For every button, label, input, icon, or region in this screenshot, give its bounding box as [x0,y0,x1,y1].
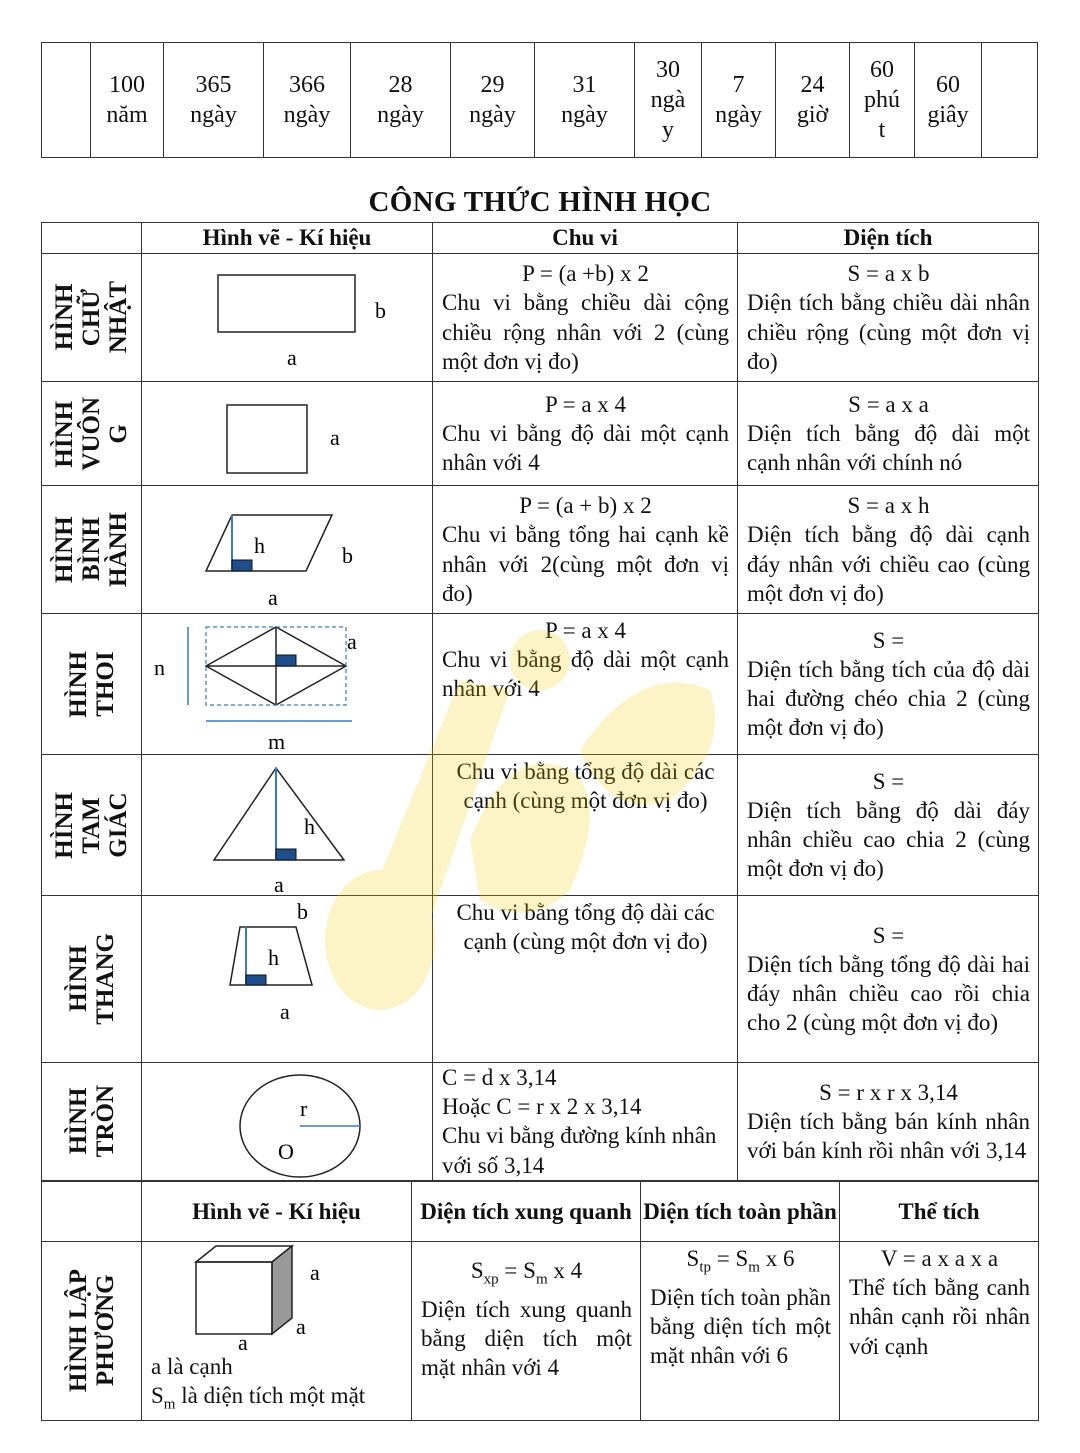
label-a: a [330,424,340,450]
trapezoid-diagram [142,897,431,1062]
formula: S = r x r x 3,14 [819,1079,958,1105]
perimeter-rhombus [433,614,738,755]
area-rectangle [738,254,1039,382]
unit-cell: 29 ngày [451,43,535,158]
header-perimeter: Chu vi [433,223,738,254]
figure-cube [142,1242,412,1421]
formula: S = [872,627,905,653]
label-o: O [278,1138,294,1164]
area-parallelogram [738,486,1039,614]
right-angle-marker [246,975,266,985]
label-h: h [254,532,265,558]
label-r: r [300,1095,308,1121]
page-title: CÔNG THỨC HÌNH HỌC [368,186,712,218]
note-face: $S_m$ là diện tích một mặt [151,1383,366,1413]
unit-cell: 60 phú t [850,43,915,158]
label-a-top: a [310,1260,320,1285]
cube-front [196,1262,272,1334]
rectangle-diagram [142,255,431,381]
description: Diện tích bằng độ dài một cạnh nhân với chính nó [747,420,1030,476]
label-a: a [274,871,284,895]
right-angle-marker [232,560,252,571]
label-square: HÌNH VUÔN G [42,382,142,486]
unit-cell: 31 ngày [535,43,635,158]
triangle-diagram [142,756,431,895]
geometry-table [41,222,1039,1181]
formula: $S_{xp} = S_m$ x 4 [470,1258,583,1288]
unit-cell: 366 ngày [264,43,351,158]
area-circle [738,1063,1039,1181]
header-lateral-area: Diện tích xung quanh [412,1182,641,1242]
formula: P = a x 4 [544,391,627,417]
description: Chu vi bằng độ dài một cạnh nhân với 4 [442,647,729,702]
note-edge: a là cạnh [151,1354,233,1379]
header-figure: Hình vẽ - Kí hiệu [142,1182,412,1242]
circle-diagram [142,1064,431,1179]
perimeter-square [433,382,738,486]
label-h: h [268,944,279,970]
perimeter-parallelogram [433,486,738,614]
cube-notes [142,1352,411,1420]
label-a: a [280,998,290,1024]
formula: S = [872,922,905,948]
label-a: a [347,628,357,654]
row-triangle [42,755,1039,896]
description: Diện tích bằng độ dài đáy nhân chiều cao chia 2 (cùng một đơn vị đo) [747,797,1030,882]
area-square [738,382,1039,486]
header-figure: Hình vẽ - Kí hiệu [142,223,433,254]
triangle-shape [214,768,344,860]
description: Chu vi bằng chiều dài cộng chiều rộng nhân với 2 (cùng một đơn vị đo) [442,290,729,374]
label-n: n [154,654,165,680]
label-a-side: a [296,1314,306,1339]
label-rectangle: HÌNH CHỮ NHẬT [42,254,142,382]
description: Diện tích bằng độ dài cạnh đáy nhân với chiều cao (cùng một đơn vị đo) [747,522,1030,606]
time-units-table [41,42,1038,158]
square-diagram [142,383,431,485]
area-rhombus [738,614,1039,755]
time-units-row [42,43,1038,158]
description: Diện tích toàn phần bằng diện tích một mặt nhân với 6 [650,1284,831,1369]
formula: $S_{tp} = S_m$ x 6 [686,1246,795,1276]
formula: S = [872,768,905,794]
formula: P = a x 4 [544,618,627,643]
row-rhombus [42,614,1039,755]
parallelogram-diagram [142,487,431,613]
description: Chu vi bằng tổng hai cạnh kề nhân với 2(cùng một đơn vị đo) [442,522,729,606]
label-m: m [268,728,286,754]
right-angle-marker [276,849,296,860]
perimeter-circle [433,1063,738,1181]
label-trapezoid: HÌNH THANG [42,896,142,1063]
rectangle-shape [218,275,355,332]
area-triangle [738,755,1039,896]
description: Diện tích bằng tích của độ dài hai đường chéo chia 2 (cùng một đơn vị đo) [747,656,1030,741]
units-empty-cell [42,43,91,158]
formula: P = (a + b) x 2 [519,493,652,519]
formula: S = a x h [847,493,930,519]
cube-diagram [142,1242,410,1352]
lateral-area-cube [412,1242,641,1421]
figure-rectangle [142,254,433,382]
header-empty [42,223,142,254]
formula-alt: Hoặc C = r x 2 x 3,14 [442,1094,642,1120]
right-angle-marker [276,655,296,666]
description: Chu vi bằng đường kính nhân với số 3,14 [442,1123,717,1178]
row-rectangle [42,254,1039,382]
figure-circle [142,1063,433,1181]
description: Chu vi bằng tổng độ dài các cạnh (cùng một đơn vị đo) [456,900,715,955]
row-square [42,382,1039,486]
label-a-bottom: a [238,1330,248,1352]
units-empty-cell [982,43,1038,158]
unit-cell: 60 giây [915,43,982,158]
parallelogram-shape [206,515,332,571]
perimeter-trapezoid [433,896,738,1063]
unit-cell: 30 ngà y [635,43,702,158]
label-cube: HÌNH LẬP PHƯƠNG [42,1242,142,1421]
header-volume: Thể tích [840,1182,1039,1242]
description: Diện tích bằng bán kính nhân với bán kính rồi nhân với 3,14 [747,1108,1030,1163]
row-cube [42,1242,1039,1421]
label-parallelogram: HÌNH BÌNH HÀNH [42,486,142,614]
formula: P = (a +b) x 2 [522,261,649,287]
total-area-cube [641,1242,840,1421]
volume-cube [840,1242,1039,1421]
label-a: a [268,584,278,610]
unit-cell: 100 năm [91,43,164,158]
figure-parallelogram [142,486,433,614]
label-a: a [287,344,297,370]
figure-triangle [142,755,433,896]
label-rhombus: HÌNH THOI [42,614,142,755]
unit-cell: 24 giờ [776,43,850,158]
unit-cell: 28 ngày [351,43,451,158]
perimeter-rectangle [433,254,738,382]
description: Chu vi bằng độ dài một cạnh nhân với 4 [442,420,729,476]
formula: V = a x a x a [880,1246,999,1271]
figure-square [142,382,433,486]
rhombus-diagram [142,615,431,754]
header-empty [42,1182,142,1242]
row-circle [42,1063,1039,1181]
figure-rhombus [142,614,433,755]
label-b: b [342,542,353,568]
label-b: b [375,297,386,323]
geometry-header-row [42,223,1039,254]
unit-cell: 365 ngày [164,43,264,158]
area-trapezoid [738,896,1039,1063]
square-shape [227,405,307,473]
formula: S = a x b [847,261,930,287]
description: Diện tích xung quanh bằng diện tích một mặt nhân với 4 [421,1296,632,1381]
label-circle: HÌNH TRÒN [42,1063,142,1181]
description: Diện tích bằng chiều dài nhân chiều rộng (cùng một đơn vị đo) [747,290,1030,374]
figure-trapezoid [142,896,433,1063]
description: Chu vi bằng tổng độ dài các cạnh (cùng một đơn vị đo) [456,759,715,814]
description: Thể tích bằng canh nhân cạnh rồi nhân với cạnh [849,1275,1030,1359]
row-parallelogram [42,486,1039,614]
perimeter-triangle [433,755,738,896]
label-triangle: HÌNH TAM GIÁC [42,755,142,896]
header-total-area: Diện tích toàn phần [641,1182,840,1242]
solid-table [41,1181,1039,1421]
solid-header-row [42,1182,1039,1242]
label-h: h [304,813,315,839]
cube-side [272,1246,292,1334]
description: Diện tích bằng tổng độ dài hai đáy nhân chiều cao rồi chia cho 2 (cùng một đơn vị đo) [747,951,1030,1036]
header-area: Diện tích [738,223,1039,254]
unit-cell: 7 ngày [702,43,776,158]
formula: C = d x 3,14 [442,1065,557,1090]
formula: S = a x a [848,391,929,417]
label-b: b [297,898,308,924]
row-trapezoid [42,896,1039,1063]
